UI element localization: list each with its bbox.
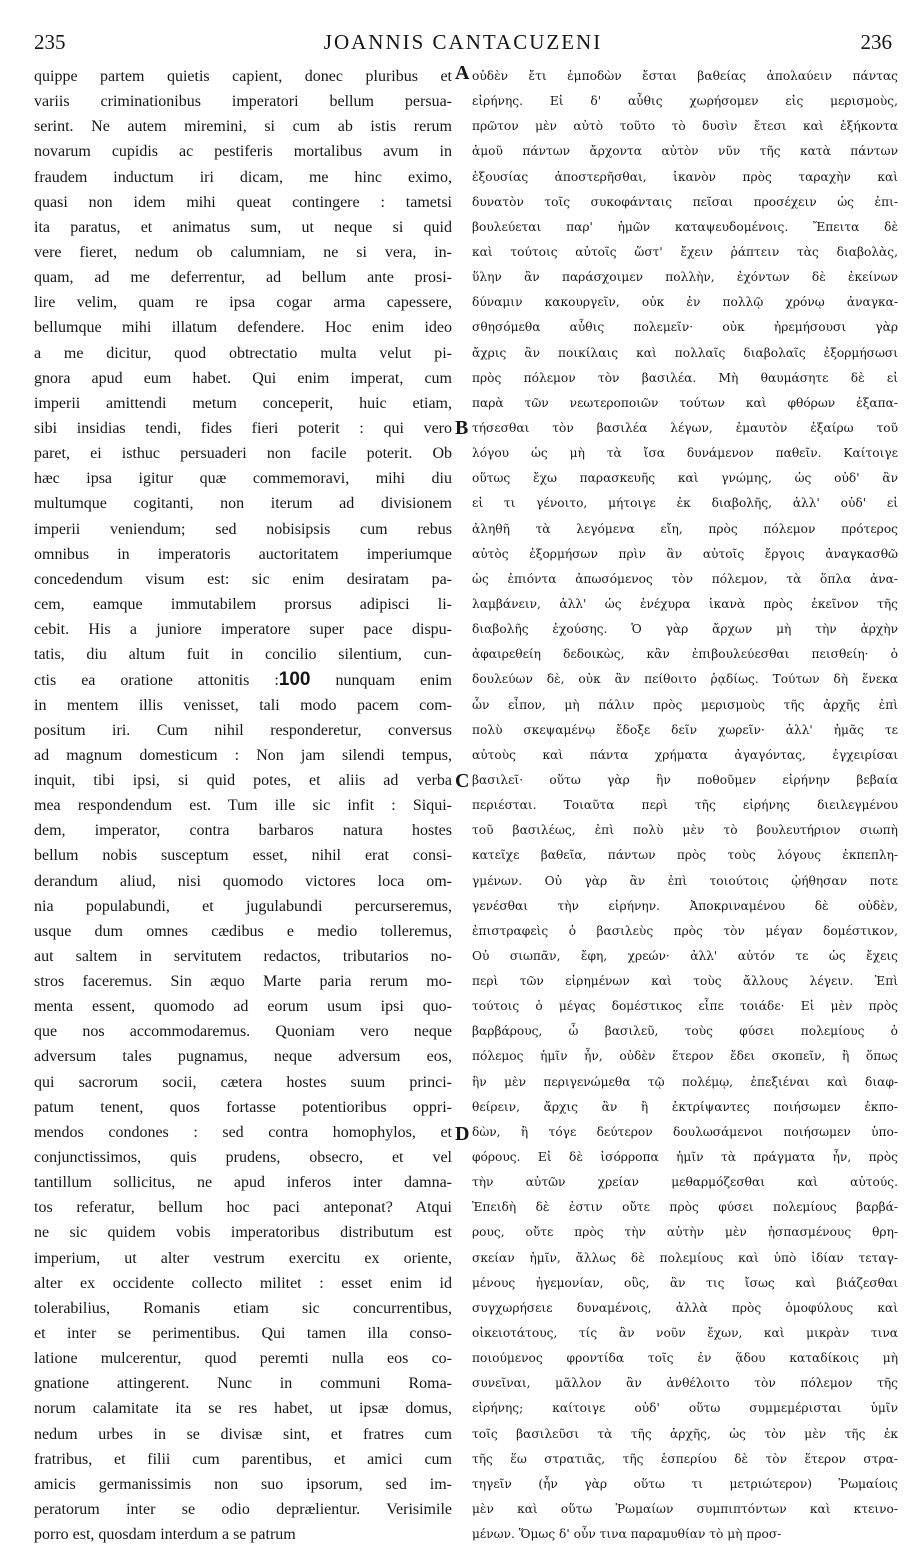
text-line: dem, imperator, contra barbaros natura hostes xyxy=(34,822,452,840)
text-line: novarum cupidis ac pestiferis mortalibus avum in xyxy=(34,143,452,161)
text-line: ὕλην ἂν παράσχοιμεν πολλὴν, ἐχόντων δὲ ἐκείνων xyxy=(472,270,898,285)
text-line: ne sic quidem vobis imperatoribus distributum est xyxy=(34,1224,452,1242)
running-title: JOANNIS CANTACUZENI xyxy=(323,30,603,54)
text-line: tos referatur, bellum hoc paci anteponat? Atqui xyxy=(34,1199,452,1217)
text-line: norum calamitate ita se res habet, ut ipsæ domus, xyxy=(34,1400,452,1418)
text-line: τήσεσθαι τὸν βασιλέα λέγων, ἐμαυτὸν ἐξαίρω τοῦ xyxy=(472,420,898,435)
text-line: τηγεῖν (ἦν γὰρ οὕτω τι μετριώτερον) Ῥωμαίοις xyxy=(472,1476,898,1491)
text-line: tantillum sollicitus, ne apud inferos inter damna- xyxy=(34,1174,452,1192)
text-line: δύναμιν κακουργεῖν, οὐκ ἐν πολλῷ χρόνῳ ἀναγκα- xyxy=(472,295,898,310)
page-number-right: 236 xyxy=(860,30,892,54)
text-line: cem, eamque immutabilem prorsus adipisci li- xyxy=(34,595,452,613)
text-line: λόγου ὡς μὴ τὰ ἴσα δυνάμενον παθεῖν. Καίτοιγε xyxy=(472,446,898,461)
text-line: porro est, quosdam interdum a se patrum xyxy=(34,1526,296,1544)
text-line: βαρβάρους, ὦ βασιλεῦ, τοὺς φύσει πολεμίους ὁ xyxy=(472,1024,898,1039)
text-line: βουλεύεται παρ' ἡμῶν καταψευδομένοις. Ἔπειτα δὲ xyxy=(472,219,898,234)
text-line: nedum urbes in se divisæ sint, et fratres cum xyxy=(34,1425,452,1443)
text-line: πρὸς πόλεμον τὸν βασιλέα. Μὴ θαυμάσητε δὲ εἰ xyxy=(472,370,898,385)
latin-column xyxy=(34,64,452,1547)
text-line: fratribus, et filii cum parentibus, et amici cum xyxy=(34,1450,452,1468)
text-line: παρὰ τῶν νεωτεροποιῶν τούτων καὶ φθόρων ἐξαπα- xyxy=(472,395,898,410)
text-line: paret, ei isthuc persuaderi non facile poterit. Ob xyxy=(34,445,452,463)
text-line: conjunctissimos, quis prudens, obsecro, et vel xyxy=(34,1149,452,1167)
text-line: ἐπιστραφεὶς ὁ βασιλεὺς πρὸς τὸν μέγαν δομέστικον, xyxy=(472,923,898,938)
line-text: ctis ea oratione attonitis : xyxy=(34,672,279,690)
text-line: φόρους. Εἰ δὲ ἰσόρροπα ἡμῖν τὰ πράγματα ἦν, πρὸς xyxy=(472,1150,898,1165)
text-line: διαβολῆς ἐχούσης. Ὁ γὰρ ἄρχων μὴ τὴν ἀρχὴν xyxy=(472,622,898,637)
text-line: peratorum inter se odio deprælientur. Verisimile xyxy=(34,1501,452,1519)
text-line: θείρειν, ἄρχις ἂν ἢ ἐκτρίψαντες ποιήσωμεν ἐκπο- xyxy=(472,1099,898,1114)
text-line: hæc ipsa igitur quæ commemoravi, mihi diu xyxy=(34,470,452,488)
text-line: οὕτως ἔχω παρασκευῆς καὶ γνώμης, ὡς οὐδ' ἂν xyxy=(472,471,898,486)
text-line: gnora apud eum habet. Qui enim imperat, cum xyxy=(34,369,452,387)
text-line: nia populabundi, et jugulabundi percurseremus, xyxy=(34,897,452,915)
text-line: et inter se perimentibus. Qui tamen illa conso- xyxy=(34,1325,452,1343)
text-line: ὧν εἶπον, μὴ πάλιν πρὸς μερισμοὺς τῆς ἀρχῆς ἐπὶ xyxy=(472,697,898,712)
text-line: vere fieret, nedum ob calumniam, ne si vera, in- xyxy=(34,243,452,261)
text-line: πρῶτον μὲν αὐτὸ τοῦτο τὸ δυσὶν ἔτεσι καὶ ἑξήκοντα xyxy=(472,119,898,134)
page-number-left: 235 xyxy=(34,30,66,54)
text-line: οὐδὲν ἔτι ἐμποδὼν ἔσται βαθείας ἀπολαύειν πάντας xyxy=(472,69,898,83)
text-line: τούτοις ὁ μέγας δομέστικος εἶπε τοιάδε· Εἰ μὲν πρὸς xyxy=(472,999,898,1014)
text-line: serint. Ne autem miremini, si cum ab istis rerum xyxy=(34,118,452,136)
text-line: quam, ad me deferrentur, ad bellum ante prosi- xyxy=(34,269,452,287)
text-line: εἰ τι γένοιτο, μήτοιγε ἐκ διαβολῆς, ἀλλ' οὐδ' εἰ xyxy=(472,496,898,511)
text-line: sibi insidias tendi, fides fieri poterit : qui vero xyxy=(34,419,452,437)
text-line: καὶ τούτοις αὐτοῖς ὥστ' ἔχειν ῥάπτειν τὰς διαβολὰς, xyxy=(472,244,898,259)
text-line: αὐτοὺς καὶ πάντα χρήματα ἀγαγόντας, ἐγχειρίσαι xyxy=(472,747,898,762)
text-line: imperii veniendum; sed nobisipsis cum rebus xyxy=(34,520,452,538)
text-line: ἀληθῆ τὰ λεγόμενα εἴη, πρὸς πόλεμον πρότερος xyxy=(472,521,898,536)
margin-marker-c: C xyxy=(455,770,470,792)
text-line: ρους, οὔτε πρὸς τὴν αὐτὴν μὲν ἡσπασμένους θρη- xyxy=(472,1225,898,1240)
text-line: ποιούμενος φροντίδα τοῖς ἐν ᾅδου καταδίκοις μὴ xyxy=(472,1351,898,1366)
margin-marker-a: A xyxy=(455,62,470,84)
text-line: Ἐπειδὴ δὲ ἐστιν οὔτε πρὸς φύσει πολεμίους βαρβά- xyxy=(472,1200,898,1215)
text-line: usque dum omnes cædibus e medio tolleremus, xyxy=(34,922,452,940)
text-line: mea respondendum est. Tum ille sic infit : Siqui- xyxy=(34,797,452,815)
text-line: σθησόμεθα αὖθις πολεμεῖν· οὐκ ἠρεμήσουσι γὰρ xyxy=(472,320,898,335)
text-line: δὼν, ἢ τόγε δεύτερον δουλωσάμενοι ποιήσωμεν ὑπο- xyxy=(472,1124,898,1139)
text-line: tolerabilius, Romanis etiam sic concurrentibus, xyxy=(34,1299,452,1317)
text-line: ἀφαιρεθείη δεδοικὼς, κἂν ἐπιβουλεύεσθαι πεισθείη· ὁ xyxy=(472,647,898,662)
text-line: ἁμοῦ πάντων ἄρχοντα αὐτὸν νῦν τῆς κατὰ πάντων xyxy=(472,144,898,159)
text-line: menta essent, quomodo ad eorum usum ipsi quo- xyxy=(34,998,452,1016)
text-line: alter ex occidente collecto militet : esset enim id xyxy=(34,1274,452,1292)
text-line: εἰρήνης. Εἰ δ' αὖθις χωρήσομεν εἰς μερισμοὺς, xyxy=(472,94,898,109)
text-line: gnatione attingerent. Nunc in communi Roma- xyxy=(34,1375,452,1393)
text-line: ἐξουσίας ἀποστερῆσθαι, ἱκανὸν πρὸς ταραχὴν καὶ xyxy=(472,169,898,184)
text-line: περὶ τῶν εἰρημένων καὶ τοὺς ἄλλους λέγειν. Ἐπὶ xyxy=(472,974,898,989)
text-line: bellum nobis susceptum esset, nihil erat consi- xyxy=(34,847,452,865)
text-line: in mentem illis venisset, tali modo pacem com- xyxy=(34,696,452,714)
text-line: que nos accommodaremus. Quoniam vero neque xyxy=(34,1023,452,1041)
text-line: λαμβάνειν, ἀλλ' ὡς ἐνέχυρα ἱκανὰ πρὸς ἐκεῖνον τῆς xyxy=(472,596,898,611)
text-line: δουλεύων δὲ, οὐκ ἂν πείθοιτο ῥᾳδίως. Τούτων δὴ ἕνεκα xyxy=(472,672,898,687)
text-line: περιέσται. Τοιαῦτα περὶ τῆς εἰρήνης διειλεγμένου xyxy=(472,798,898,813)
text-line: ita paratus, et animatus sum, ut neque si quid xyxy=(34,218,452,236)
text-line: positum iri. Cum nihil responderetur, conversus xyxy=(34,721,452,739)
text-line: aut saltem in servitutem redactos, tributarios no- xyxy=(34,947,452,965)
text-line: συνεῖναι, μᾶλλον ἂν ἀνθέλοιτο τὸν πόλεμον τῆς xyxy=(472,1376,898,1391)
text-line: οἰκειοτάτους, τίς ἂν νοῦν ἔχων, καὶ μικρὰν τινα xyxy=(472,1326,898,1341)
text-line: a me dicitur, quod obtrectatio multa velut pi- xyxy=(34,344,452,362)
text-line: qui sacrorum socii, cætera hostes suum princi- xyxy=(34,1073,452,1091)
text-line: τῆς ἕω στρατιᾶς, τῆς ἑσπερίου δὲ τὸν ἕτερον στρα- xyxy=(472,1451,898,1466)
text-line: ad magnum domesticum : Non jam silendi tempus, xyxy=(34,746,452,764)
text-line: ὡς ἐπιόντα ἀπωσόμενος τὸν πόλεμον, τὰ ὅπλα ἀνα- xyxy=(472,571,898,586)
text-line: μὲν καὶ οὕτω Ῥωμαίων συμπιπτόντων καὶ κτεινο- xyxy=(472,1502,898,1517)
text-line: πόλεμος ἡμῖν ἦν, οὐδὲν ἕτερον ἔδει σκοπεῖν, ἢ ὅπως xyxy=(472,1049,898,1064)
text-line xyxy=(34,667,452,692)
text-line: variis criminationibus imperatori bellum persua- xyxy=(34,93,452,111)
line-text: nunquam enim xyxy=(310,672,452,690)
text-line: εἰρήνης; καίτοιγε οὐδ' οὕτω συμμεμέρισται ὑμῖν xyxy=(472,1401,898,1416)
text-line: amicis germanissimis non suo ipsorum, sed im- xyxy=(34,1475,452,1493)
text-line: ἄχρις ἂν ποικίλαις καὶ πολλαῖς διαβολαῖς ἐξορμήσωσι xyxy=(472,345,898,360)
text-line: quippe partem quietis capient, donec pluribus et xyxy=(34,68,452,85)
text-line: imperii amittendi metum conceperit, huic etiam, xyxy=(34,394,452,412)
running-header xyxy=(34,30,892,60)
greek-column xyxy=(472,64,898,1547)
text-line: μένων. Ὅμως δ' οὖν τινα παραμυθίαν τὸ μὴ προσ- xyxy=(472,1527,782,1542)
text-line: cebit. His a juniore imperatore super pace dispu- xyxy=(34,621,452,639)
text-line: stros faceremus. Sin æquo Marte paria rerum mo- xyxy=(34,973,452,991)
text-line: multumque cogitanti, non iterum ad divisionem xyxy=(34,495,452,513)
text-line: imperium, ut alter vestrum exercitu ex oriente, xyxy=(34,1249,452,1267)
text-line: inquit, tibi ipsi, si quid potes, et aliis ad verba xyxy=(34,771,452,789)
text-line: quasi non idem mihi queat contingere : tametsi xyxy=(34,193,452,211)
text-line: bellumque mihi illatum defendere. Hoc enim ideo xyxy=(34,319,452,337)
text-line: δυνατὸν τοῖς συκοφάνταις πεῖσαι προσέχειν ὡς ἐπι- xyxy=(472,194,898,209)
text-line: derandum aliud, nisi quomodo victores loca om- xyxy=(34,872,452,890)
text-line: γμένων. Οὐ γὰρ ἂν ἐπὶ τοιούτοις ᾠήθησαν ποτε xyxy=(472,873,898,888)
text-line: fraudem inductum iri dicam, me hinc eximo, xyxy=(34,168,452,186)
text-line: patum tenent, quos fortasse potentioribus oppri- xyxy=(34,1098,452,1116)
text-line: μένους ἡγεμονίαν, οὓς, ἂν τις ἴσως καὶ βιάζεσθαι xyxy=(472,1275,898,1290)
text-line: ἣν μὲν περιγενώμεθα τῷ πολέμῳ, ἐπεξιέναι καὶ διαφ- xyxy=(472,1074,898,1089)
text-line: lire velim, quam re ipsa cogar arma capessere, xyxy=(34,294,452,312)
text-line: πολὺ σκεψαμένῳ ἔδοξε δεῖν χωρεῖν· ἀλλ' ἡμᾶς τε xyxy=(472,722,898,737)
text-line: concedendum visum est: sic enim desiratam pa- xyxy=(34,570,452,588)
marginal-number: 100 xyxy=(278,669,311,691)
text-line: τοῖς βασιλεῦσι τὰ τῆς ἀρχῆς, ὡς τὸν μὲν τῆς ἐκ xyxy=(472,1426,898,1441)
margin-marker-b: B xyxy=(455,417,469,439)
text-line: σκείαν ἡμῖν, ἄλλως δὲ πολεμίους καὶ ὑπὸ ἰδίαν τεταγ- xyxy=(472,1250,898,1265)
text-line: συγχωρήσειε δυναμένοις, ἀλλὰ πρὸς ὁμοφύλους καὶ xyxy=(472,1300,898,1315)
text-line: βασιλεῖ· οὕτω γὰρ ἣν ποθοῦμεν εἰρήνην βεβαία xyxy=(472,772,898,787)
text-line: αὐτὸς ἐξορμήσων πρὶν ἂν αὐτοῖς ἔργοις ἀναγκασθῶ xyxy=(472,546,898,561)
text-line: τὴν αὐτῶν χρείαν μεθαρμόζεσθαι καὶ αὐτούς. xyxy=(472,1175,898,1190)
text-line: omnibus in imperatoris auctoritatem imperiumque xyxy=(34,545,452,563)
text-line: latione mulcerentur, quod peremti nulla eos co- xyxy=(34,1350,452,1368)
text-line: mendos condones : sed contra homophylos, et xyxy=(34,1123,452,1141)
text-line: γενέσθαι τὴν εἰρήνην. Ἀποκριναμένου δὲ οὐδὲν, xyxy=(472,898,898,913)
text-line: Οὐ σιωπᾶν, ἔφη, χρεών· ἀλλ' αὐτόν τε ὡς ἔχεις xyxy=(472,948,898,963)
text-line: tatis, diu altum fuit in concilio silentium, cun- xyxy=(34,646,452,664)
text-line: τοῦ βασιλέως, ἐπὶ πολὺ μὲν τὸ βουλευτήριον σιωπὴ xyxy=(472,823,898,838)
text-line: κατεῖχε βαθεῖα, πάντων πρὸς τοὺς λόγους ἐκπεπλη- xyxy=(472,848,898,863)
margin-marker-d: D xyxy=(455,1123,470,1145)
text-line: adversum tales pugnamus, neque adversum eos, xyxy=(34,1048,452,1066)
